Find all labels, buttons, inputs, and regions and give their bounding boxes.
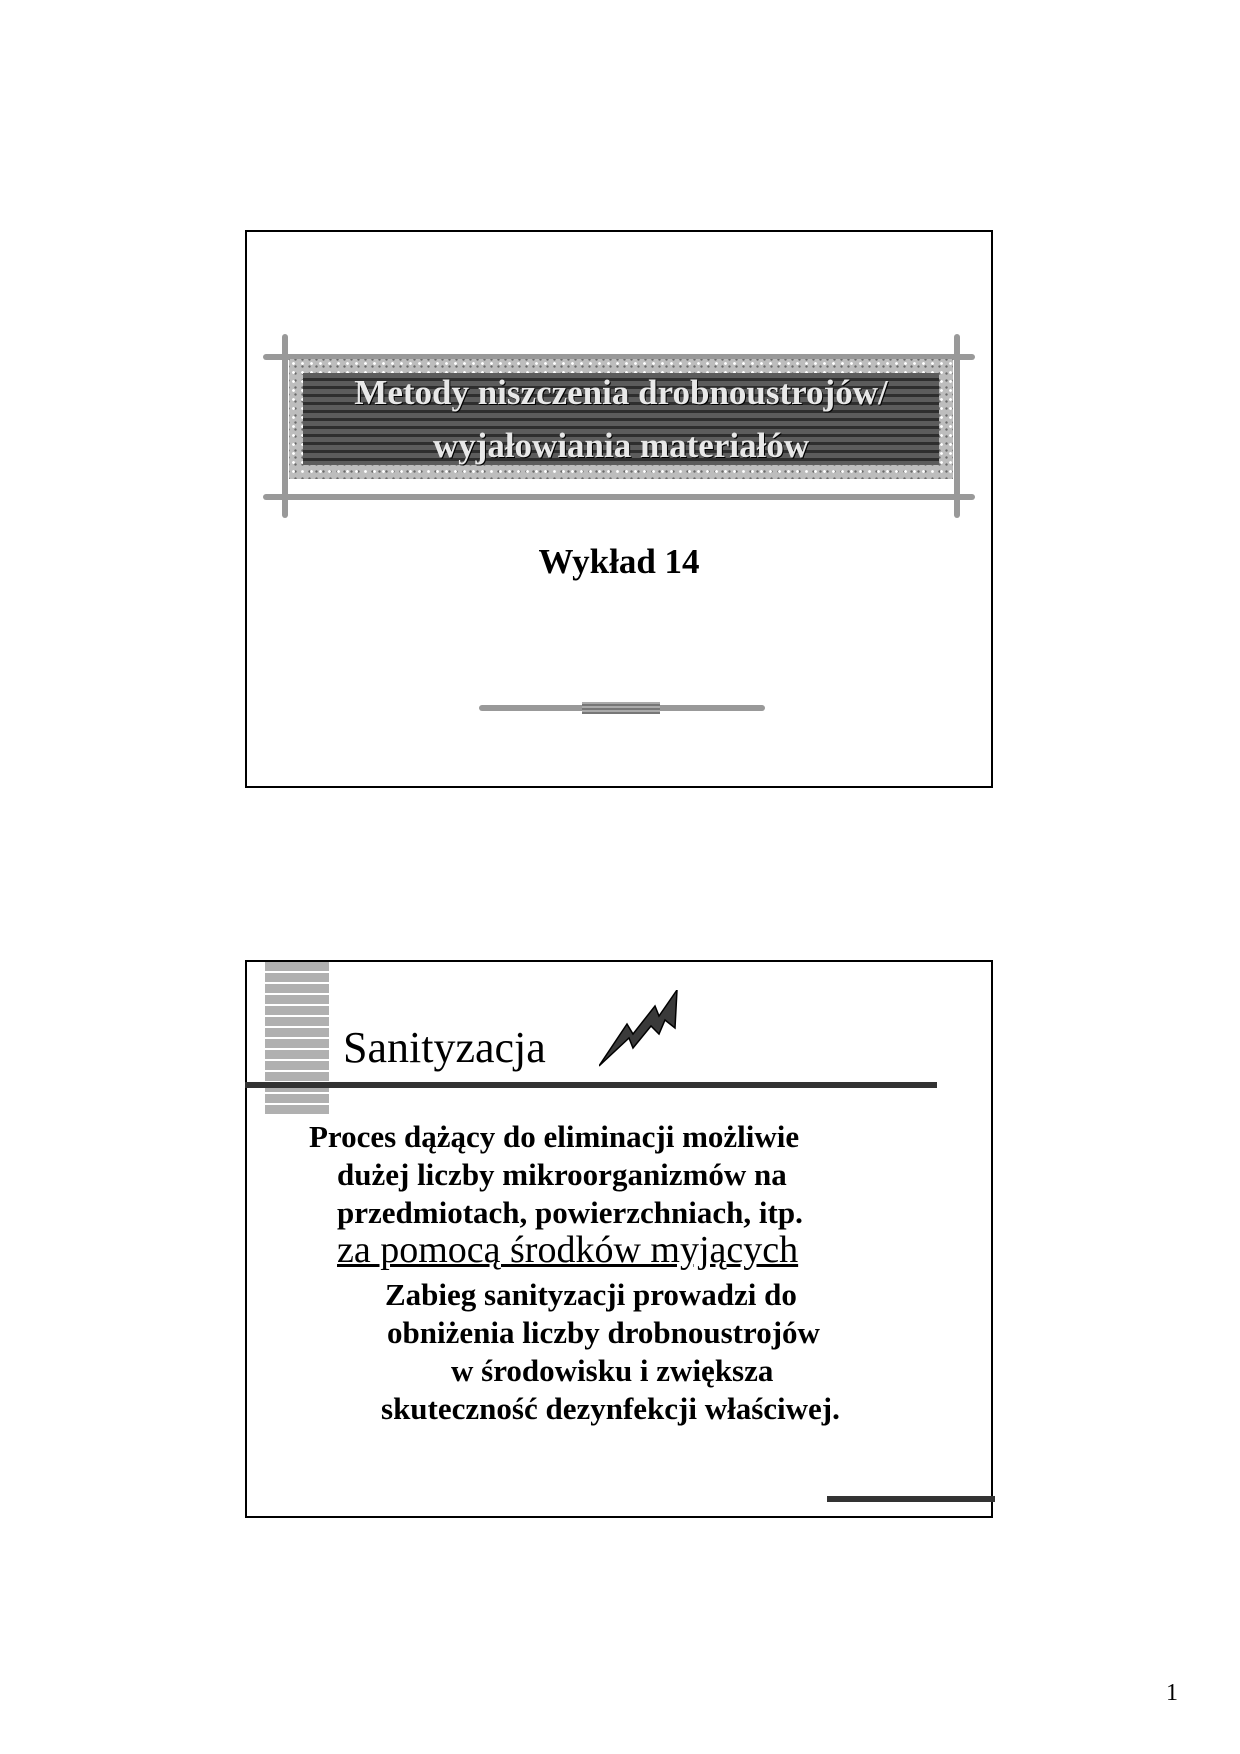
body-line-2: dużej liczby mikroorganizmów na (337, 1157, 787, 1192)
body-line-3: przedmiotach, powierzchniach, itp. (337, 1195, 803, 1230)
body-line-6: w środowisku i zwiększa (451, 1353, 774, 1388)
slide-heading: Sanityzacja (343, 1023, 546, 1072)
body-line-4: Zabieg sanityzacji prowadzi do (385, 1277, 797, 1312)
heading-rule (245, 1082, 937, 1088)
lecture-number: Wykład 14 (538, 542, 700, 581)
body-line-7: skuteczność dezynfekcji właściwej. (381, 1391, 840, 1426)
emphasis-line: za pomocą środków myjących (337, 1229, 799, 1271)
slide-title (245, 230, 993, 788)
banner-line-1: Metody niszczenia drobnoustrojów/ (354, 373, 888, 412)
decorative-stripes (265, 962, 329, 1114)
body-line-1: Proces dążący do eliminacji możliwie (309, 1119, 800, 1154)
slide-sanityzacja (245, 960, 993, 1518)
footer-rule (827, 1496, 995, 1502)
title-banner (289, 359, 953, 479)
decorative-block (582, 702, 660, 714)
frame-bar-right (954, 334, 960, 518)
lightning-icon (599, 990, 681, 1068)
body-line-5: obniżenia liczby drobnoustrojów (387, 1315, 820, 1350)
page-number: 1 (1166, 1680, 1178, 1706)
frame-bar-bottom (263, 494, 975, 500)
frame-bar-left (282, 334, 288, 518)
banner-line-2: wyjałowiania materiałów (432, 426, 810, 465)
